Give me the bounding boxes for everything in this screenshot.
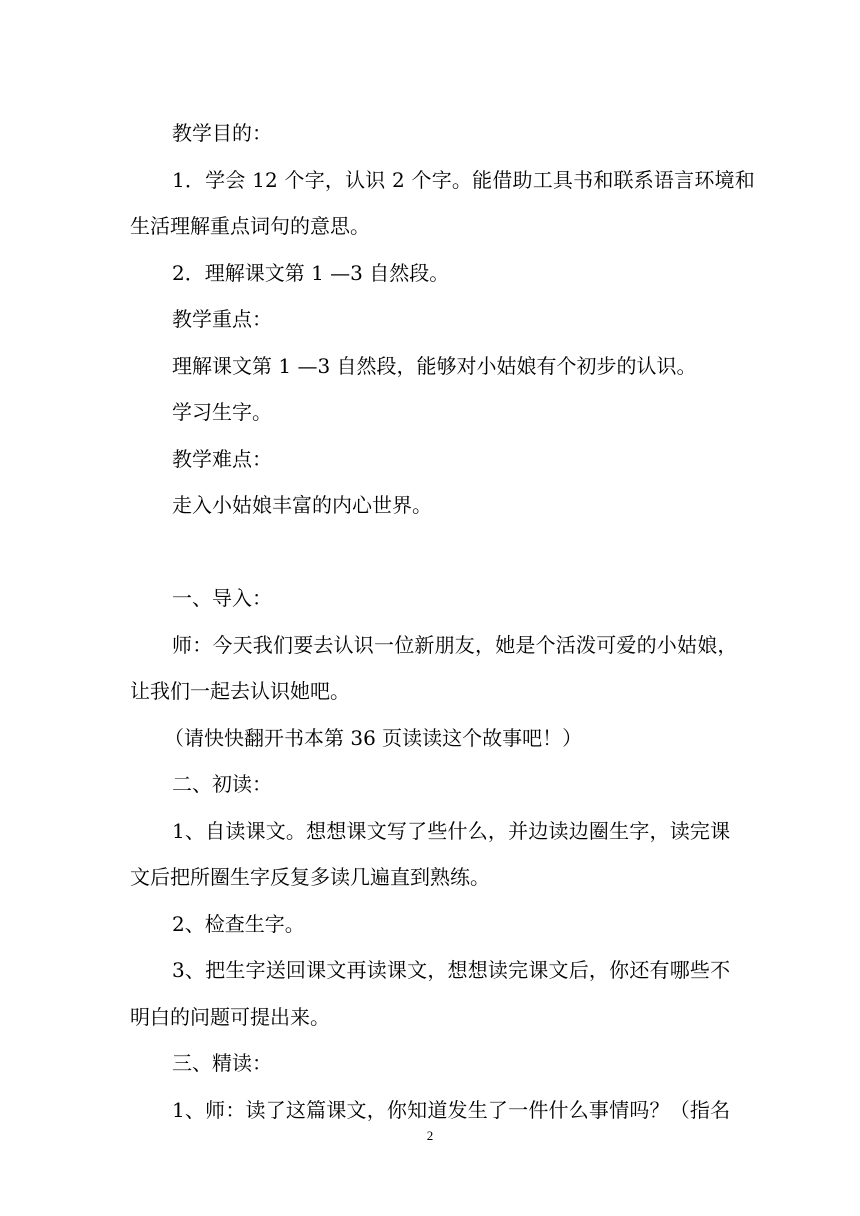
first-read-2: 2、检查生字。 <box>172 911 305 936</box>
intro-2: （请快快翻开书本第 36 页读读这个故事吧！） <box>164 725 583 750</box>
intensive-read-heading: 三、精读： <box>172 1051 272 1075</box>
intro-heading: 一、导入： <box>172 586 272 610</box>
first-read-1-line-2: 文后把所圈生字反复多读几遍直到熟练。 <box>130 865 490 889</box>
objective-2: 2．理解课文第 1 —3 自然段。 <box>172 260 450 285</box>
first-read-heading: 二、初读： <box>172 772 272 796</box>
key-point-2: 学习生字。 <box>172 400 272 424</box>
intro-1-line-1: 师：今天我们要去认识一位新朋友，她是个活泼可爱的小姑娘， <box>172 632 738 657</box>
intro-1-line-2: 让我们一起去认识她吧。 <box>130 679 350 703</box>
first-read-1-line-1: 1、自读课文。想想课文写了些什么，并边读边圈生字，读完课 <box>172 818 731 843</box>
objective-heading: 教学目的： <box>172 121 272 145</box>
page-number: 2 <box>426 1128 434 1143</box>
key-points-heading: 教学重点： <box>172 307 272 331</box>
intensive-read-1-line-1: 1、师：读了这篇课文，你知道发生了一件什么事情吗？（指名 <box>172 1097 731 1122</box>
key-point-1: 理解课文第 1 —3 自然段，能够对小姑娘有个初步的认识。 <box>172 353 697 378</box>
blank-line <box>130 529 730 576</box>
objective-1-line-2: 生活理解重点词句的意思。 <box>130 214 370 238</box>
first-read-3-line-1: 3、把生字送回课文再读课文，想想读完课文后，你还有哪些不 <box>172 958 731 982</box>
difficulty-1: 走入小姑娘丰富的内心世界。 <box>172 493 432 517</box>
objective-1-line-1: 1．学会 12 个字，认识 2 个字。能借助工具书和联系语言环境和 <box>172 167 755 192</box>
difficulty-heading: 教学难点： <box>172 446 272 471</box>
document-body <box>130 110 755 1133</box>
first-read-3-line-2: 明白的问题可提出来。 <box>130 1004 330 1029</box>
